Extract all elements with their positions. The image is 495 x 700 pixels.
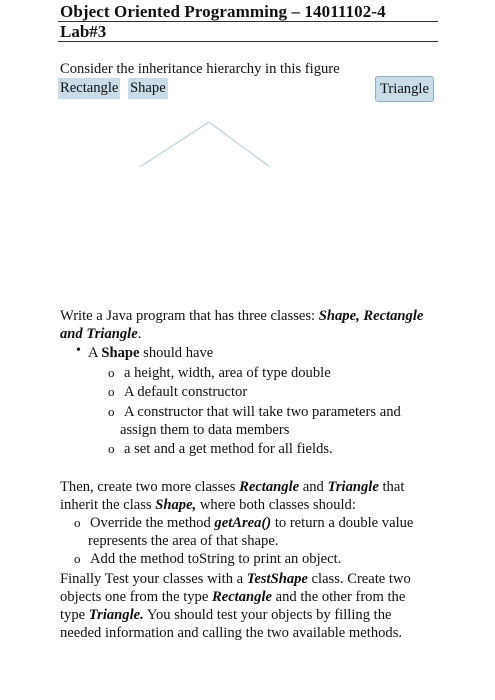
override-getarea-cont: represents the area of that shape.: [88, 533, 279, 549]
tostring-item: Add the method toString to print an object.: [90, 551, 342, 567]
finally-line-3: type Triangle. You should test your objects by filling the: [60, 607, 392, 623]
lab-number: Lab#3: [60, 22, 107, 41]
item-fields: a height, width, area of type double: [124, 365, 331, 381]
item-set-get: a set and a get method for all fields.: [124, 441, 333, 457]
circle-bullet: o: [74, 515, 81, 530]
left-connector-line: [140, 122, 209, 167]
circle-bullet: o: [108, 365, 115, 380]
task-line-1: Write a Java program that has three classes: Shape, Rectangle: [60, 308, 424, 324]
override-getarea-item: Override the method getArea() to return a double value: [90, 515, 414, 531]
circle-bullet: o: [74, 551, 81, 566]
finally-line-1: Finally Test your classes with a TestShape class. Create two: [60, 571, 411, 587]
item-param-constructor: A constructor that will take two parameters and: [124, 404, 401, 420]
item-param-constructor-cont: assign them to data members: [120, 422, 290, 438]
triangle-label: Triangle: [380, 81, 429, 97]
circle-bullet: o: [108, 404, 115, 419]
right-connector-line: [209, 122, 270, 167]
shape-label: Shape: [130, 80, 166, 96]
rectangle-label: Rectangle: [60, 80, 119, 96]
document-title: Object Oriented Programming – 14011102-4: [60, 2, 386, 21]
finally-line-2: objects one from the type Rectangle and the other from the: [60, 589, 406, 605]
finally-line-4: needed information and calling the two available methods.: [60, 625, 403, 641]
circle-bullet: o: [108, 384, 115, 399]
then-line-1: Then, create two more classes Rectangle and Triangle that: [60, 479, 405, 495]
bullet-dot: •: [76, 343, 81, 358]
then-line-2: inherit the class Shape, where both classes should:: [60, 497, 356, 513]
circle-bullet: o: [108, 441, 115, 456]
task-line-2: and Triangle.: [60, 326, 142, 342]
item-default-constructor: A default constructor: [124, 384, 248, 400]
intro-text: Consider the inheritance hierarchy in this figure: [60, 61, 340, 77]
shape-should-have: A Shape should have: [88, 345, 214, 361]
